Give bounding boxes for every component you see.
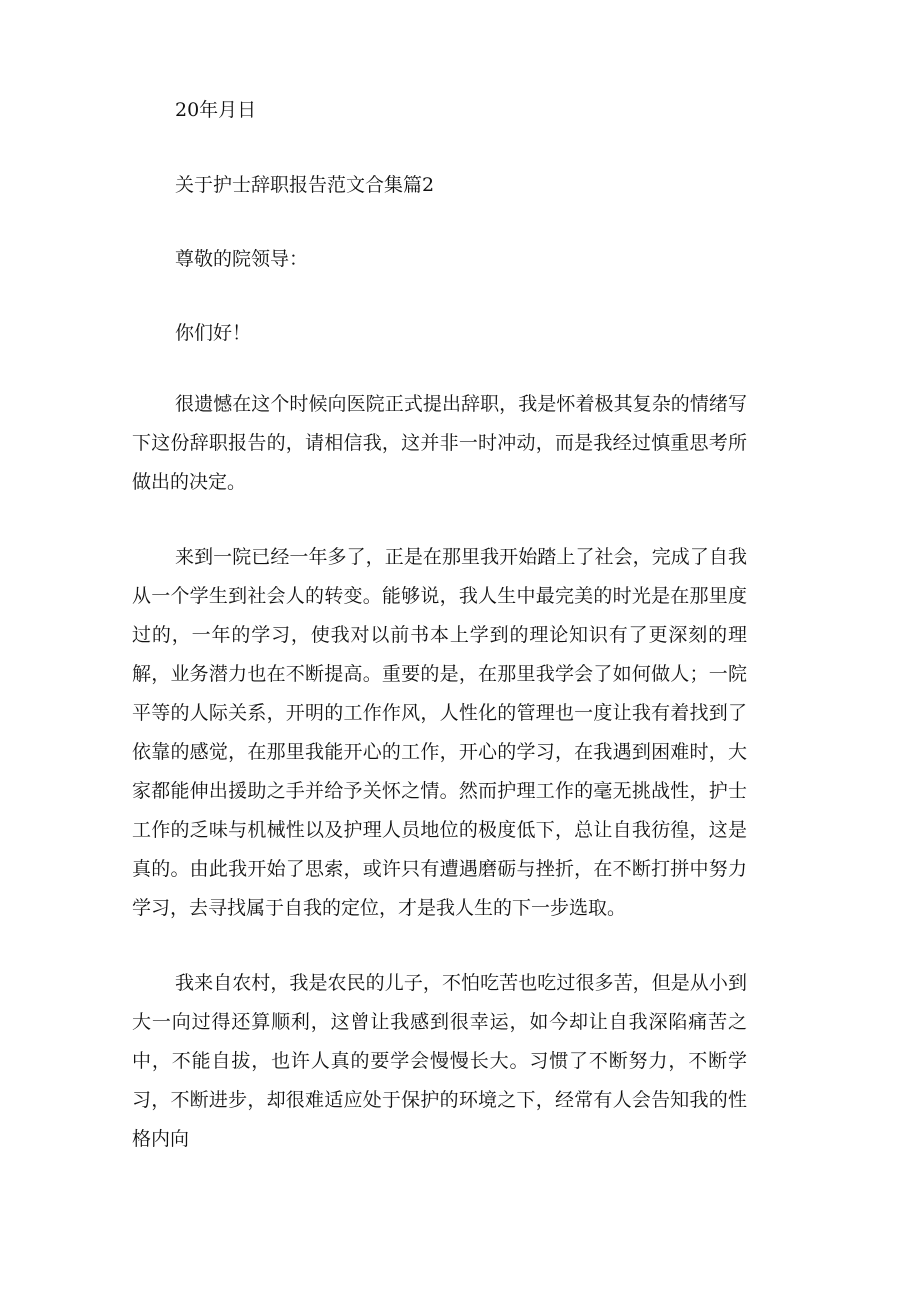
- document-title: 关于护士辞职报告范文合集篇2: [175, 174, 435, 196]
- body-paragraph: 很遗憾在这个时候向医院正式提出辞职，我是怀着极其复杂的情绪写下这份辞职报告的，请相信我，这并非一时冲动，而是我经过慎重思考所做出的决定。: [132, 393, 747, 493]
- salutation: 尊敬的院领导：: [175, 248, 309, 270]
- greeting: 你们好！: [175, 322, 252, 344]
- body-paragraph: 我来自农村，我是农民的儿子，不怕吃苦也吃过很多苦，但是从小到大一向过得还算顺利，这曾让我感到很幸运，如今却让自我深陷痛苦之中，不能自拔，也许人真的要学会慢慢长大。习惯了不断努力，不断学习，不断进步，却很难适应处于保护的环境之下，经常有人会告知我的性格内向: [132, 972, 747, 1150]
- body-paragraph: 来到一院已经一年多了，正是在那里我开始踏上了社会，完成了自我从一个学生到社会人的转变。能够说，我人生中最完美的时光是在那里度过的，一年的学习，使我对以前书本上学到的理论知识有了更深刻的理解，业务潜力也在不断提高。重要的是，在那里我学会了如何做人；一院平等的人际关系，开明的工作作风，人性化的管理也一度让我有着找到了依靠的感觉，在那里我能开心的工作，开心的学习，在我遇到困难时，大家都能伸出援助之手并给予关怀之情。然而护理工作的毫无挑战性，护士工作的乏味与机械性以及护理人员地位的极度低下，总让自我彷徨，这是真的。由此我开始了思索，或许只有遭遇磨砺与挫折，在不断打拼中努力学习，去寻找属于自我的定位，才是我人生的下一步选取。: [132, 546, 747, 919]
- document-date: 20年月日: [175, 99, 257, 121]
